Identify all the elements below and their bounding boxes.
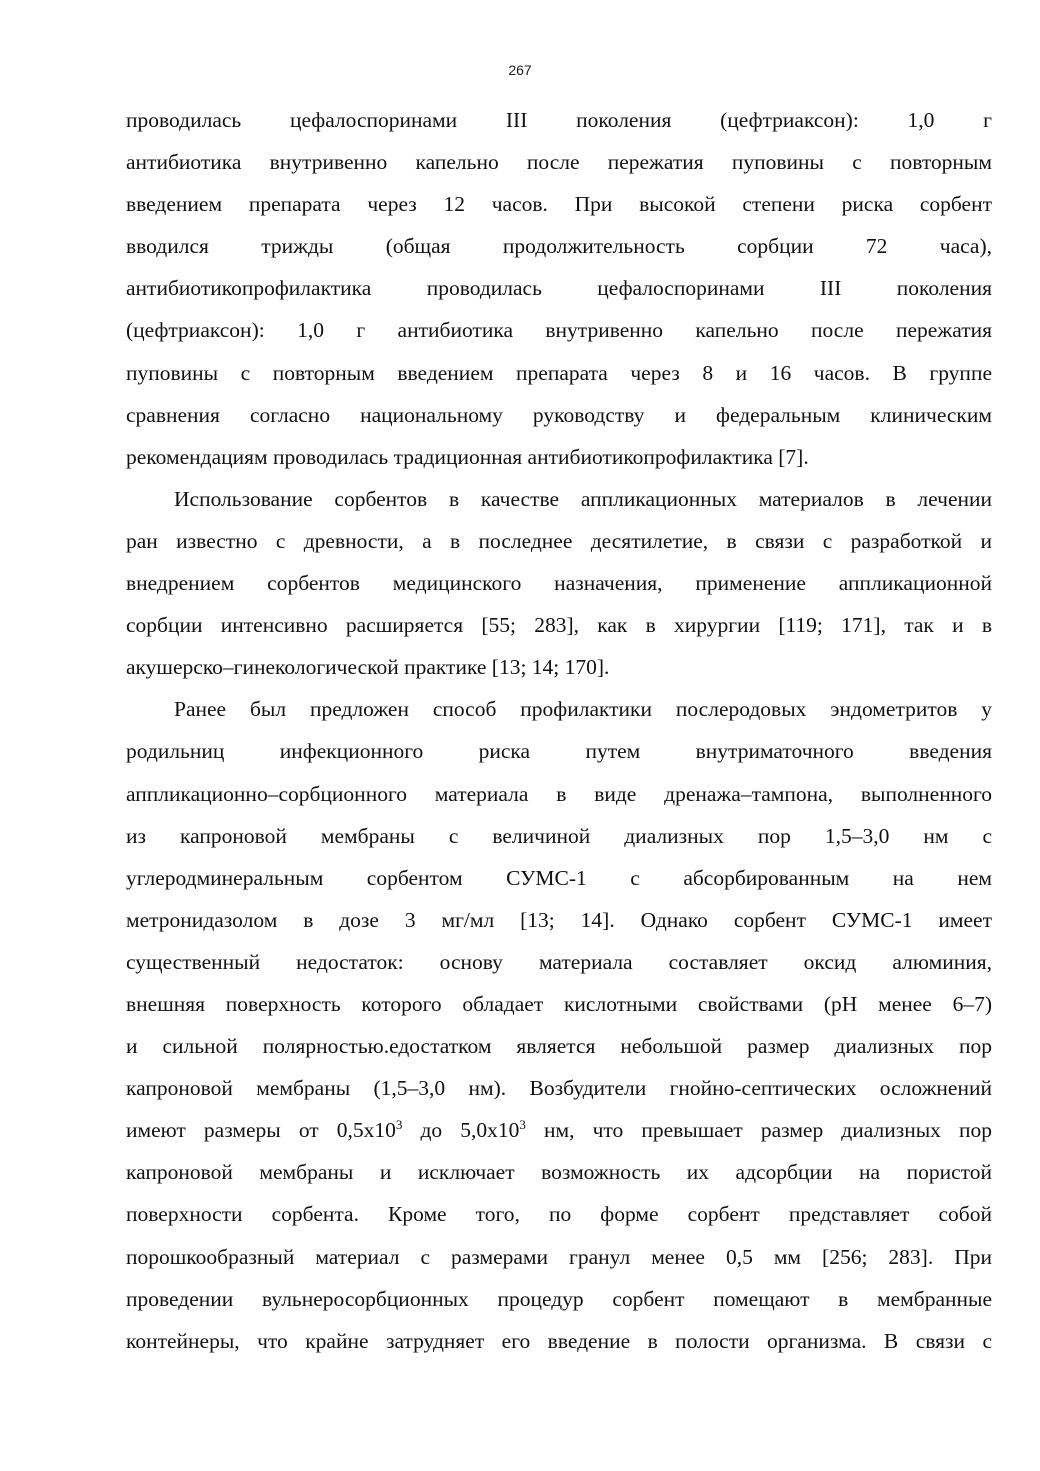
paragraph-first-line: Ранее был предложен способ профилактики послеродовых эндометритов у bbox=[174, 697, 992, 722]
text-line: вводился трижды (общая продолжительность сорбции 72 часа), bbox=[126, 234, 992, 259]
text-line: капроновой мембраны (1,5–3,0 нм). Возбудители гнойно-септических осложнений bbox=[126, 1076, 992, 1101]
text-line: родильниц инфекционного риска путем внутриматочного введения bbox=[126, 739, 992, 764]
superscript-exponent: 3 bbox=[519, 1117, 526, 1133]
text-line: порошкообразный материал с размерами гранул менее 0,5 мм [256; 283]. При bbox=[126, 1244, 992, 1269]
text-line: внедрением сорбентов медицинского назначения, применение аппликационной bbox=[126, 571, 992, 596]
text-line: проводилась цефалоспоринами III поколения (цефтриаксон): 1,0 г bbox=[126, 108, 992, 132]
text-line: (цефтриаксон): 1,0 г антибиотика внутривенно капельно после пережатия bbox=[126, 318, 992, 343]
text-line: существенный недостаток: основу материала составляет оксид алюминия, bbox=[126, 949, 992, 974]
text-line: пуповины с повторным введением препарата через 8 и 16 часов. В группе bbox=[126, 360, 992, 385]
text-line: сравнения согласно национальному руководству и федеральным клиническим bbox=[126, 402, 992, 427]
text-line: введением препарата через 12 часов. При высокой степени риска сорбент bbox=[126, 192, 992, 217]
text-line: и сильной полярностью.едостатком является небольшой размер диализных пор bbox=[126, 1034, 992, 1059]
text-line: антибиотикопрофилактика проводилась цефалоспоринами III поколения bbox=[126, 276, 992, 301]
body-text bbox=[126, 99, 992, 1362]
paragraph-end-line: акушерско–гинекологической практике [13; 14; 170]. bbox=[126, 655, 610, 680]
paragraph-end-line: рекомендациям проводилась традиционная антибиотикопрофилактика [7]. bbox=[126, 444, 809, 469]
text-line: из капроновой мембраны с величиной диализных пор 1,5–3,0 нм с bbox=[126, 823, 992, 848]
text-segment: нм, что превышает размер диализных пор bbox=[525, 1118, 992, 1143]
text-line: метронидазолом в дозе 3 мг/мл [13; 14]. Однако сорбент СУМС-1 имеет bbox=[126, 907, 992, 932]
text-line: антибиотика внутривенно капельно после пережатия пуповины с повторным bbox=[126, 150, 992, 175]
text-line: внешняя поверхность которого обладает кислотными свойствами (pH менее 6–7) bbox=[126, 991, 992, 1016]
page-number: 267 bbox=[508, 62, 532, 78]
text-line: поверхности сорбента. Кроме того, по форме сорбент представляет собой bbox=[126, 1202, 992, 1227]
text-line: углеродминеральным сорбентом СУМС-1 с абсорбированным на нем bbox=[126, 865, 992, 890]
text-segment: до 5,0х10 bbox=[402, 1118, 520, 1143]
text-line: аппликационно–сорбционного материала в виде дренажа–тампона, выполненного bbox=[126, 781, 992, 806]
paragraph-first-line: Использование сорбентов в качестве аппликационных материалов в лечении bbox=[174, 486, 992, 511]
text-line: капроновой мембраны и исключает возможность их адсорбции на пористой bbox=[126, 1160, 992, 1185]
text-line: сорбции интенсивно расширяется [55; 283], как в хирургии [119; 171], так и в bbox=[126, 613, 992, 638]
text-line: контейнеры, что крайне затрудняет его введение в полости организма. В связи с bbox=[126, 1328, 992, 1353]
text-segment: имеют размеры от 0,5х10 bbox=[126, 1118, 396, 1143]
text-line-with-superscript bbox=[126, 1109, 992, 1151]
text-line: ран известно с древности, а в последнее десятилетие, в связи с разработкой и bbox=[126, 528, 992, 553]
text-line: проведении вульнеросорбционных процедур сорбент помещают в мембранные bbox=[126, 1286, 992, 1311]
superscript-exponent: 3 bbox=[395, 1117, 403, 1133]
